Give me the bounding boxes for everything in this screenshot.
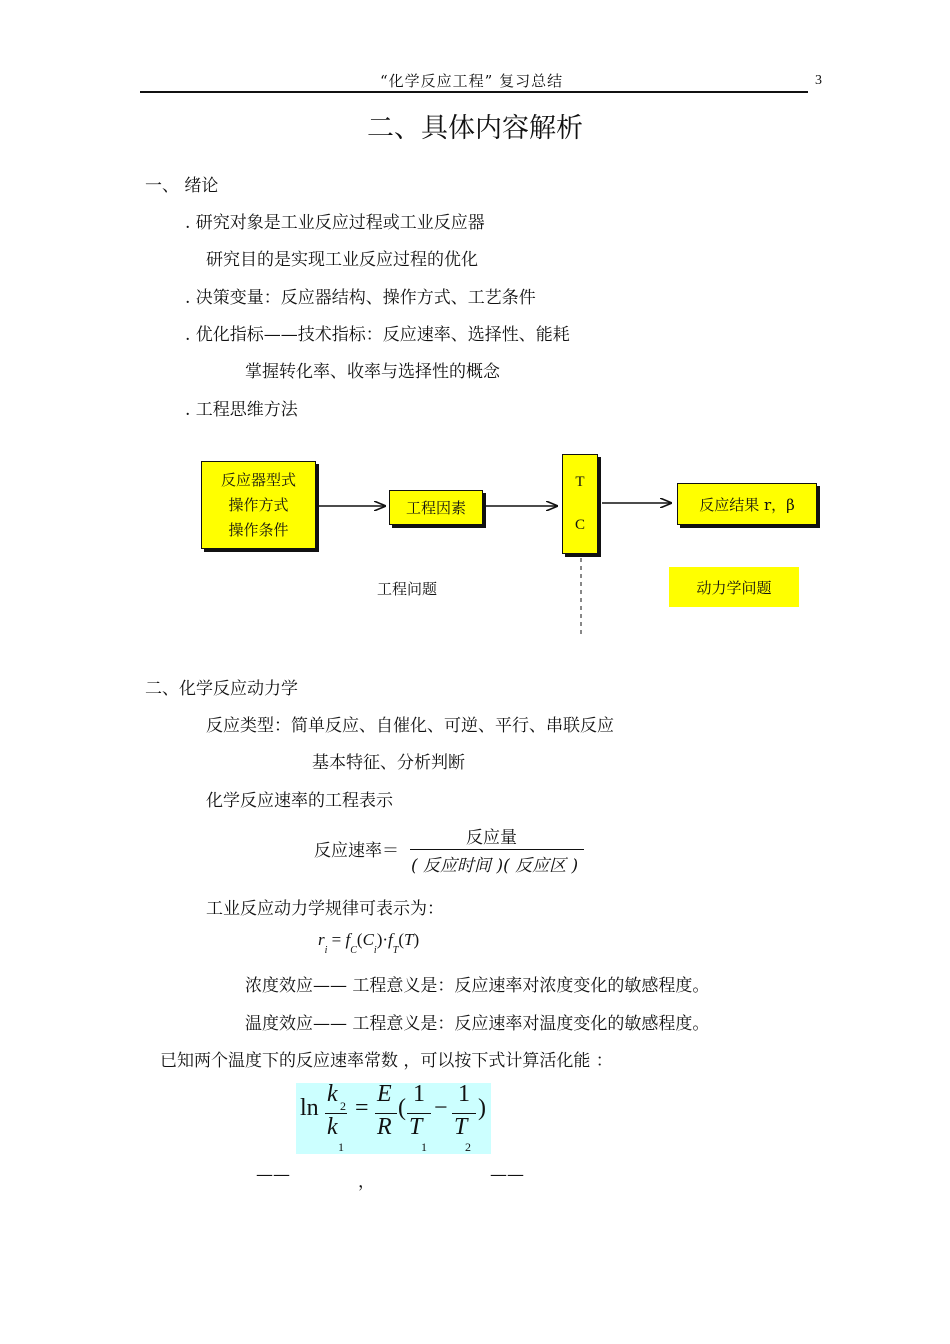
box1-line-2: 操作方式 [228,495,289,514]
basic-features: 基本特征、分析判断 [312,753,465,773]
trailing-comma: ， [358,1172,375,1192]
section1-line-2: 研究目的是实现工业反应过程的优化 [206,250,478,270]
section1-line-3: . 决策变量：反应器结构、操作方式、工艺条件 [185,288,536,308]
label-kinetics-problem-text: 动力学问题 [696,578,772,597]
page-title: 二、具体内容解析 [367,113,583,144]
box2-label: 工程因素 [405,499,466,517]
rate-denominator: ( 反应时间 )( 反应区 ) [411,856,579,876]
rate-fraction-bar [410,849,584,850]
rate-numerator: 反应量 [466,828,517,848]
box3-bottom-label: C [574,517,585,533]
label-kinetics-problem [669,567,799,607]
box1-line-1: 反应器型式 [220,470,296,489]
box4-label: 反应结果 r，β [699,495,795,514]
activation-energy-intro: 已知两个温度下的反应速率常数 ，可以按下式计算活化能 ： [160,1051,613,1071]
section1-line-5: 掌握转化率、收率与选择性的概念 [245,362,500,382]
rate-label: 反应速率＝ [314,841,399,861]
temperature-effect: 温度效应—— 工程意义是：反应速率对温度变化的敏感程度。 [245,1014,710,1034]
kinetics-law: 工业反应动力学规律可表示为： [206,899,444,919]
kinetics-formula: $r_i = f_C(C_i)\cdot f_T(T)$ [318,930,420,957]
rate-expression-title: 化学反应速率的工程表示 [206,791,393,811]
section2-heading: 二、化学反应动力学 [145,679,298,699]
concentration-effect: 浓度效应—— 工程意义是：反应速率对浓度变化的敏感程度。 [245,976,710,996]
trailing-dash-2: —— [490,1165,524,1185]
trailing-dash-1: —— [256,1165,290,1185]
box1-line-3: 操作条件 [228,520,289,539]
box3-top-label: T [575,474,585,490]
section1-heading: 一、 绪论 [145,176,219,196]
page-number: 3 [815,73,822,88]
section1-line-4: . 优化指标——技术指标：反应速率、选择性、能耗 [185,325,570,345]
section1-line-6: . 工程思维方法 [185,400,298,420]
reaction-types: 反应类型：简单反应、自催化、可逆、平行、串联反应 [206,716,614,736]
label-engineering-problem: 工程问题 [377,580,438,598]
section1-line-1: . 研究对象是工业反应过程或工业反应器 [185,213,485,233]
header-title: “化学反应工程” 复习总结 [380,72,564,90]
arrhenius-formula: ln k 2 k 1 = E R ( 1 T 1 − 1 T 2 ) [300,1081,486,1154]
